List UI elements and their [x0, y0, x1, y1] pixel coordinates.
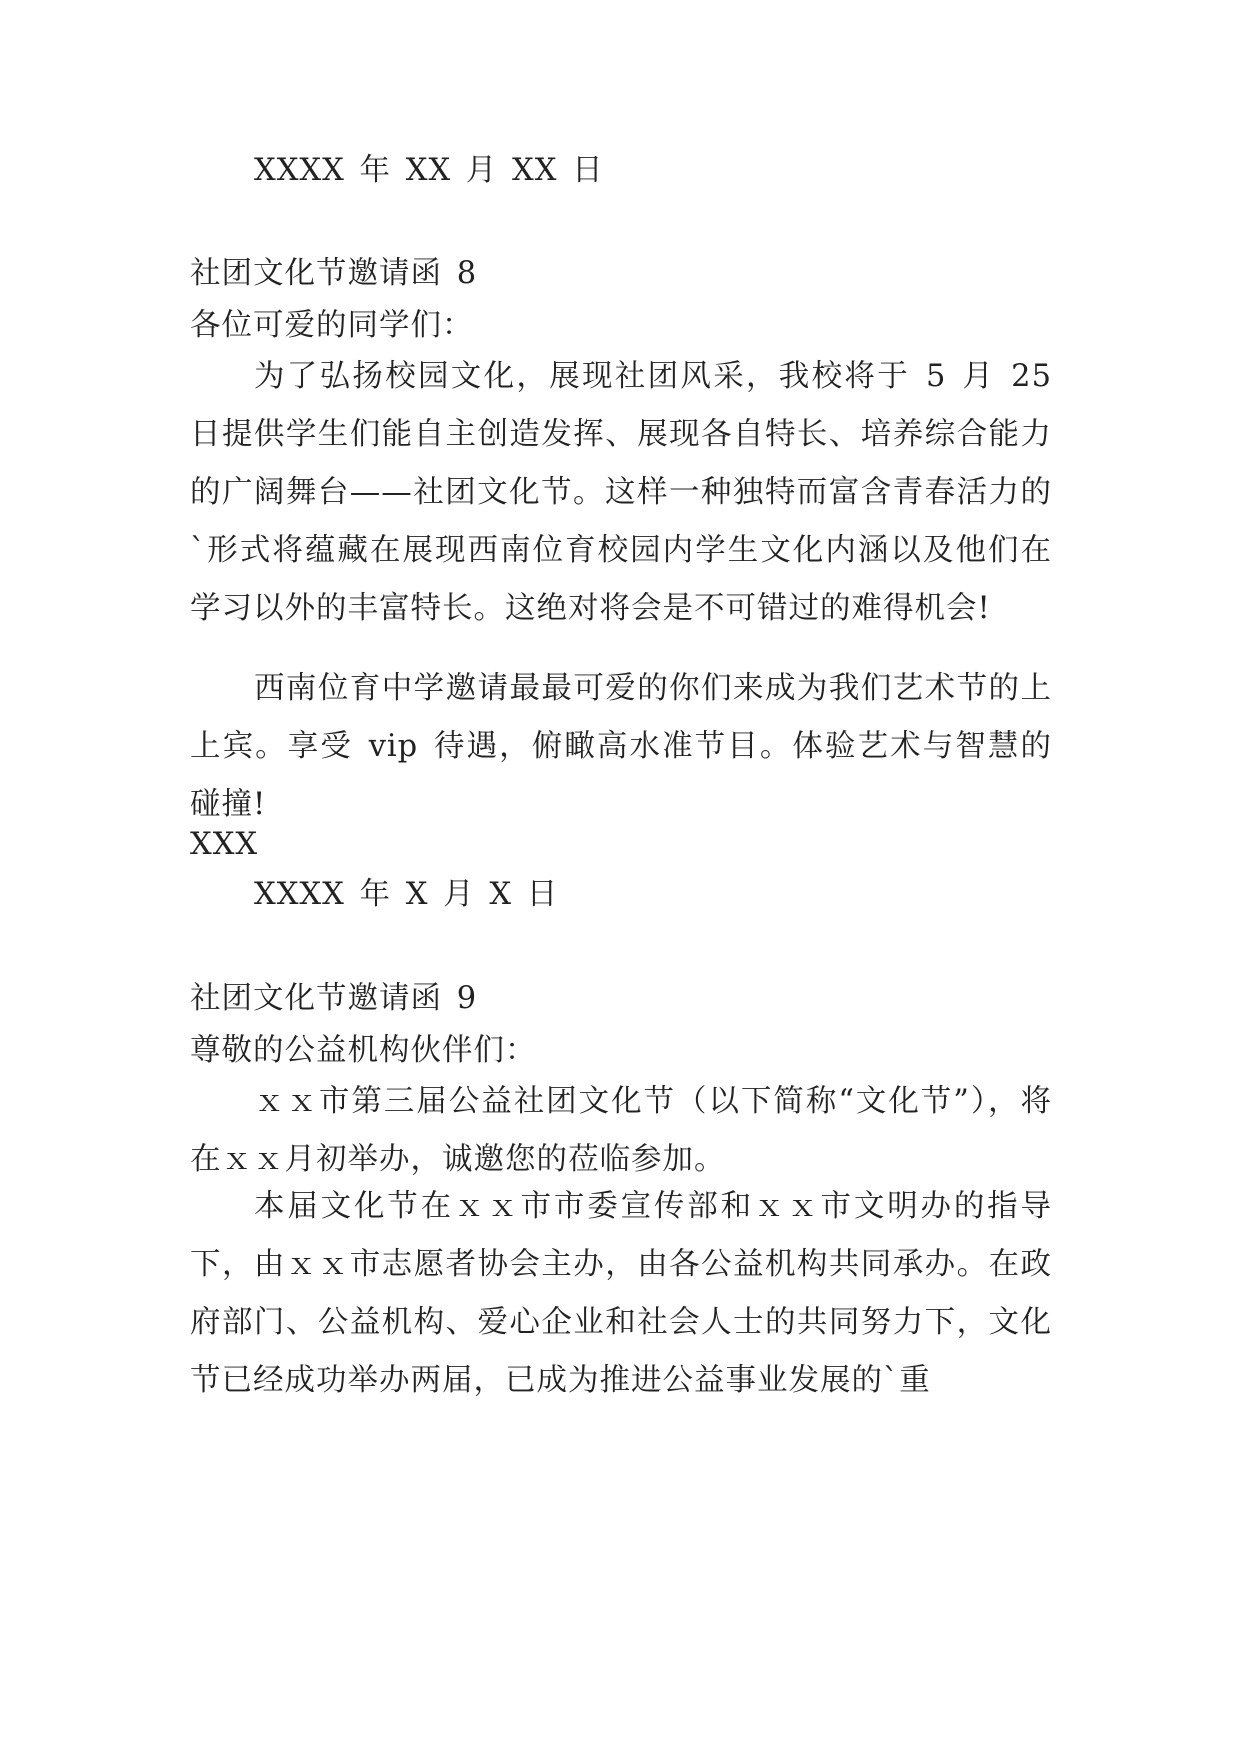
letter-9-body-paragraph: 本届文化节在ｘｘ市市委宣传部和ｘｘ市文明办的指导下，由ｘｘ市志愿者协会主办，由各公益机构共同承办。在政府部门、公益机构、爱心企业和社会人士的共同努力下，文化节已经成功举办两届，已成为推进公益事业发展的`重	[190, 1189, 1052, 1398]
letter-8-title: 社团文化节邀请函 8	[190, 256, 478, 291]
letter-8-date: XXXX 年 X 月 X 日	[254, 877, 559, 912]
letter-9-body-paragraph: ｘｘ市第三届公益社团文化节（以下简称“文化节”），将在ｘｘ月初举办，诚邀您的莅临参加。	[190, 1084, 1052, 1177]
letter-9-salutation: 尊敬的公益机构伙伴们：	[190, 1033, 537, 1068]
letter-8-signature: XXX	[190, 827, 259, 862]
letter-9-title: 社团文化节邀请函 9	[190, 981, 478, 1016]
letter-8-body-paragraph: 西南位育中学邀请最最可爱的你们来成为我们艺术节的上上宾。享受 vip 待遇，俯瞰高水准节目。体验艺术与智慧的碰撞!	[190, 671, 1052, 822]
previous-letter-date: XXXX 年 XX 月 XX 日	[254, 153, 604, 188]
letter-8-body-paragraph: 为了弘扬校园文化，展现社团风采，我校将于 5 月 25 日提供学生们能自主创造发挥、展现各自特长、培养综合能力的广阔舞台——社团文化节。这样一种独特而富含青春活力的`形式将蕴藏在展现西南位育校园内学生文化内涵以及他们在学习以外的丰富特长。这绝对将会是不可错过的难得机会!	[190, 359, 1052, 626]
letter-8-salutation: 各位可爱的同学们：	[190, 308, 474, 343]
